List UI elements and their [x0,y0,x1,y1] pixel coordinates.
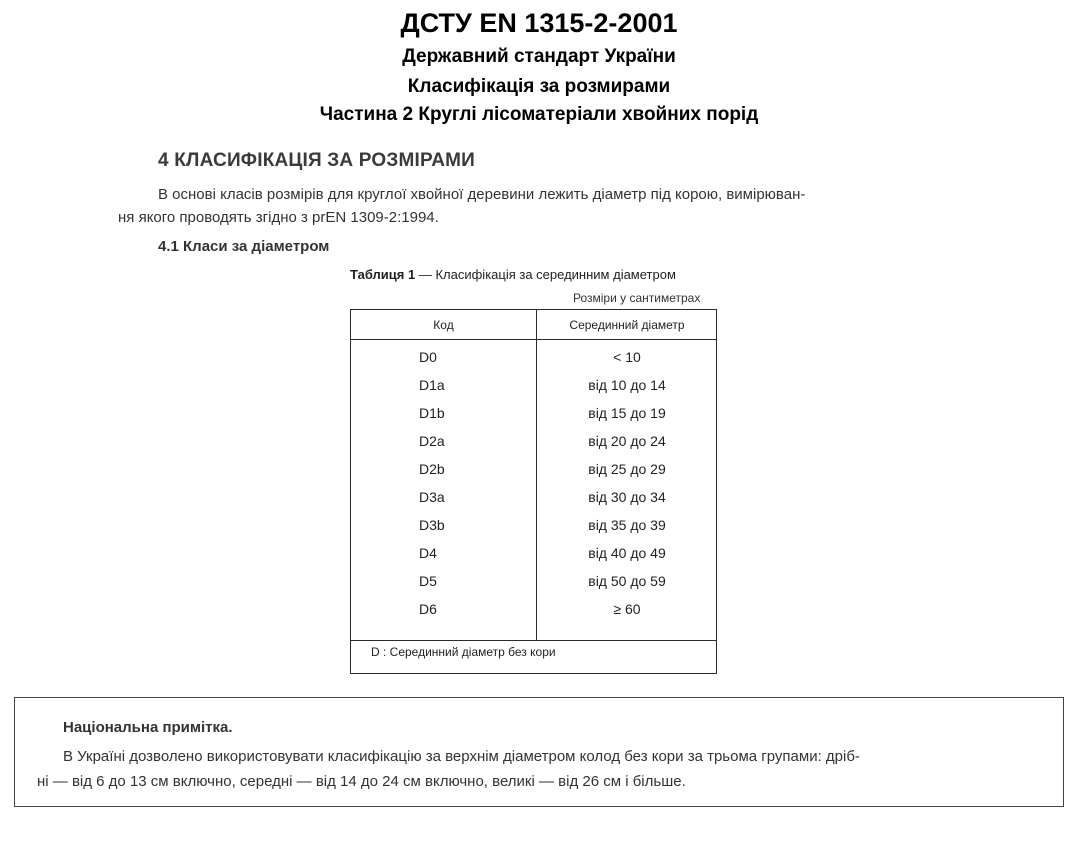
cell-code: D2b [419,461,445,477]
cell-code: D5 [419,573,437,589]
document-code: ДСТУ EN 1315-2-2001 [400,8,678,38]
national-note-line-2: ні — від 6 до 13 см включно, середні — від 14 до 24 см включно, великі — від 26 см і більше. [37,773,686,790]
table-caption-text: — Класифікація за серединним діаметром [415,267,676,282]
national-note-text [37,744,1057,794]
cell-code: D6 [419,601,437,617]
cell-diameter: < 10 [613,349,641,365]
table-row [351,542,716,570]
cell-code: D1b [419,405,445,421]
table-row [351,598,716,626]
document-title-line-1: Державний стандарт України [402,46,676,67]
national-note-box [14,697,1064,807]
table-row [351,374,716,402]
cell-code: D2a [419,433,445,449]
table-body [351,346,716,626]
table-row [351,514,716,542]
cell-diameter: ≥ 60 [613,601,641,617]
table-row [351,486,716,514]
cell-code: D3b [419,517,445,533]
cell-diameter: від 40 до 49 [588,545,666,561]
paragraph-line-1: В основі класів розмірів для круглої хвойної деревини лежить діаметр під корою, вимірюван- [158,186,806,203]
cell-code: D4 [419,545,437,561]
column-header-code: Код [433,318,454,332]
cell-diameter: від 15 до 19 [588,405,666,421]
document-title-line-3: Частина 2 Круглі лісоматеріали хвойних порід [319,104,759,125]
table-units: Розміри у сантиметрах [573,291,701,305]
table-row [351,430,716,458]
cell-diameter: від 25 до 29 [588,461,666,477]
national-note-line-1: В Україні дозволено використовувати класифікацію за верхнім діаметром колод без кори за трьома групами: дріб- [63,748,860,765]
table-row [351,346,716,374]
cell-diameter: від 10 до 14 [588,377,666,393]
table-row [351,402,716,430]
diameter-classification-table [350,309,717,674]
table-caption [350,267,676,282]
section-paragraph [118,183,938,229]
national-note-title: Національна примітка. [63,719,233,736]
table-footnote: D : Серединний діаметр без кори [371,645,556,659]
paragraph-line-2: ня якого проводять згідно з prEN 1309-2:1994. [118,209,439,226]
column-header-diameter: Серединний діаметр [569,318,685,332]
cell-diameter: від 20 до 24 [588,433,666,449]
table-footer-divider [351,640,716,641]
cell-code: D0 [419,349,437,365]
subsection-title: 4.1 Класи за діаметром [158,238,330,255]
table-row [351,570,716,598]
cell-code: D1a [419,377,445,393]
table-caption-label: Таблиця 1 [350,267,416,282]
table-row [351,458,716,486]
document-title-line-2: Класифікація за розмирами [407,76,671,97]
cell-diameter: від 35 до 39 [588,517,666,533]
cell-diameter: від 30 до 34 [588,489,666,505]
section-title: 4 КЛАСИФІКАЦІЯ ЗА РОЗМІРАМИ [158,150,476,171]
cell-code: D3a [419,489,445,505]
cell-diameter: від 50 до 59 [588,573,666,589]
table-header-divider [351,339,716,340]
